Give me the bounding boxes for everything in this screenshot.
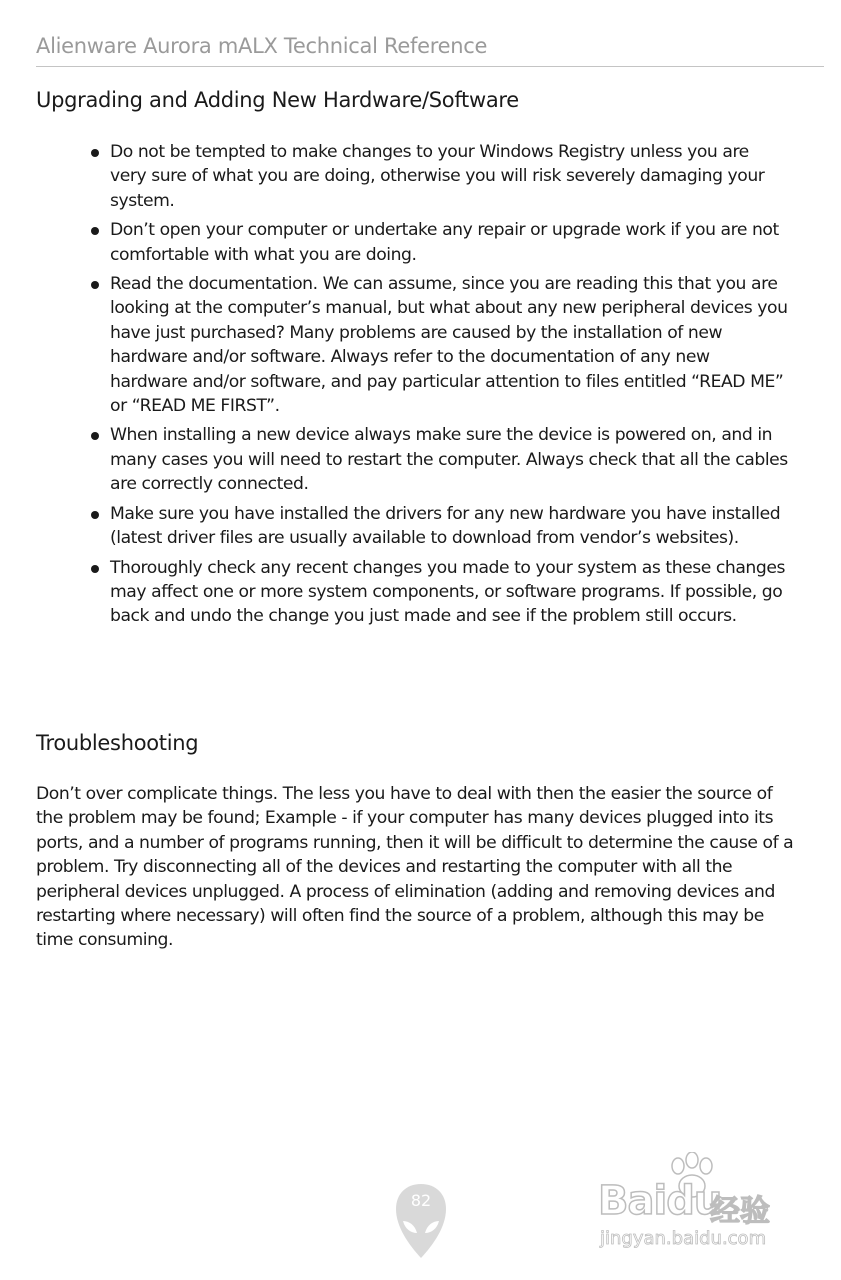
list-item: [88, 140, 788, 213]
page-number-badge: [395, 1183, 447, 1259]
bullet-icon: [91, 281, 99, 289]
list-item: [88, 556, 788, 629]
upgrading-bullet-list: [88, 140, 788, 634]
watermark-suffix: 经验: [710, 1194, 770, 1229]
list-item: [88, 423, 788, 496]
bullet-text: Make sure you have installed the drivers for any new hardware you have installed (latest driver files are usually available to download from vendor’s websites).: [110, 503, 781, 549]
section-title-troubleshooting: Troubleshooting: [36, 731, 199, 755]
bullet-icon: [91, 149, 99, 157]
list-item: [88, 272, 788, 418]
bullet-text: When installing a new device always make sure the device is powered on, and in many cases you will need to restart the computer. Always check that all the cables are correctly connected.: [110, 425, 788, 495]
header-divider: [36, 66, 824, 67]
bullet-text: Thoroughly check any recent changes you made to your system as these changes may affect one or more system components, or software programs. If possible, go back and undo the change you just made and see if the problem still occurs.: [110, 557, 785, 627]
bullet-icon: [91, 432, 99, 440]
bullet-icon: [91, 565, 99, 573]
list-item: [88, 218, 788, 267]
watermark-url: jingyan.baidu.com: [600, 1228, 767, 1249]
list-item: [88, 502, 788, 551]
bullet-text: Read the documentation. We can assume, since you are reading this that you are looking at the computer’s manual, but what about any new peripheral devices you have just purchased? Many problems are caused by the installation of new hardware and/or software. Always refer to the documentation of any new hardware and/or software, and pay particular attention to files entitled “READ ME” or “READ ME FIRST”.: [110, 274, 788, 417]
bullet-icon: [91, 511, 99, 519]
troubleshooting-paragraph: Don’t over complicate things. The less you have to deal with then the easier the source of the problem may be found; Example - if your computer has many devices plugged into its ports, and a number of programs running, then it will be difficult to determine the cause of a problem. Try disconnecting all of the devices and restarting the computer with all the peripheral devices unplugged. A process of elimination (adding and removing devices and restarting where necessary) will often find the source of a problem, although this may be time consuming.: [36, 784, 794, 951]
watermark-brand: Baidu: [598, 1178, 722, 1224]
running-header: Alienware Aurora mALX Technical Reference: [36, 34, 488, 58]
page-number: 82: [410, 1191, 432, 1210]
bullet-text: Do not be tempted to make changes to your Windows Registry unless you are very sure of what you are doing, otherwise you will risk severely damaging your system.: [110, 142, 765, 211]
bullet-text: Don’t open your computer or undertake any repair or upgrade work if you are not comfortable with what you are doing.: [110, 220, 779, 265]
bullet-icon: [91, 227, 99, 235]
baidu-watermark: [590, 1152, 800, 1252]
section-title-upgrading: Upgrading and Adding New Hardware/Software: [36, 88, 519, 112]
